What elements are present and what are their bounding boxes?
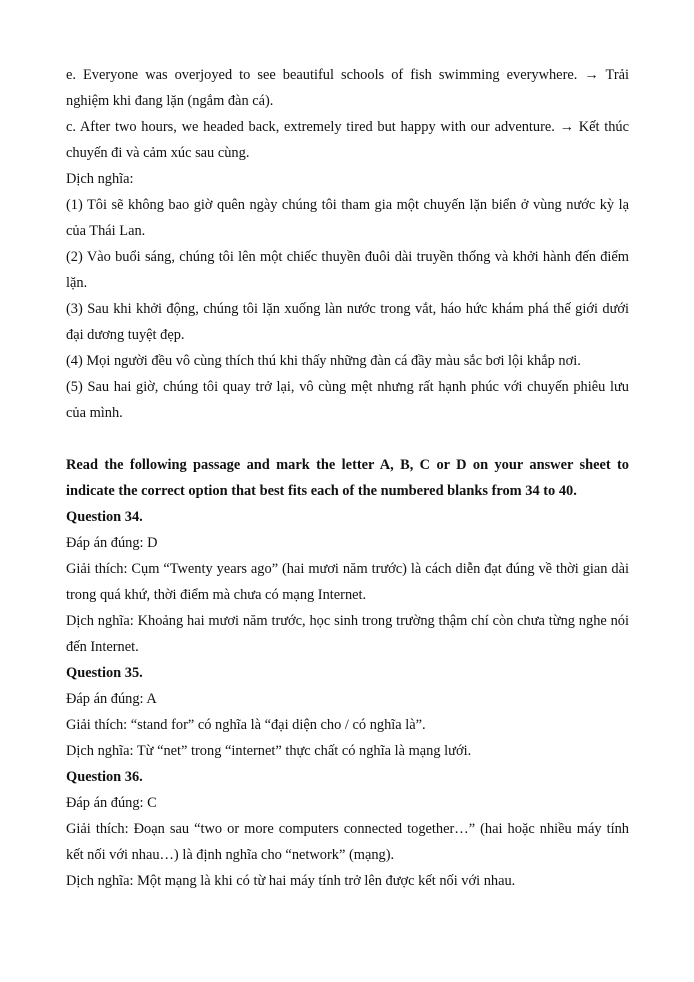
page-content (66, 62, 629, 894)
question-34-explanation: Giải thích: Cụm “Twenty years ago” (hai mươi năm trước) là cách diễn đạt đúng về thời gian dài trong quá khứ, thời điểm mà chưa có mạng Internet. (66, 561, 629, 603)
question-36-title: Question 36. (66, 769, 143, 785)
question-35-title: Question 35. (66, 665, 143, 681)
translation-line-2: (2) Vào buổi sáng, chúng tôi lên một chiếc thuyền đuôi dài truyền thống và khởi hành đến điểm lặn. (66, 249, 629, 291)
translation-line-4: (4) Mọi người đều vô cùng thích thú khi thấy những đàn cá đầy màu sắc bơi lội khắp nơi. (66, 353, 581, 369)
question-35-answer: Đáp án đúng: A (66, 691, 157, 707)
question-36-translation: Dịch nghĩa: Một mạng là khi có từ hai máy tính trở lên được kết nối với nhau. (66, 873, 516, 889)
question-34-title: Question 34. (66, 509, 143, 525)
translation-line-5: (5) Sau hai giờ, chúng tôi quay trở lại, vô cùng mệt nhưng rất hạnh phúc với chuyến phiêu lưu của mình. (66, 379, 629, 421)
question-36-explanation: Giải thích: Đoạn sau “two or more computers connected together…” (hai hoặc nhiều máy tính kết nối với nhau…) là định nghĩa cho “network” (mạng). (66, 821, 629, 863)
translation-line-3: (3) Sau khi khởi động, chúng tôi lặn xuống làn nước trong vắt, háo hức khám phá thế giới dưới đại dương tuyệt đẹp. (66, 301, 629, 343)
sentence-c-line: c. After two hours, we headed back, extremely tired but happy with our adventure. → Kết thúc chuyến đi và cảm xúc sau cùng. (66, 119, 629, 161)
sentence-e-line: e. Everyone was overjoyed to see beautiful schools of fish swimming everywhere. → Trải nghiệm khi đang lặn (ngắm đàn cá). (66, 67, 629, 109)
question-34-translation: Dịch nghĩa: Khoảng hai mươi năm trước, học sinh trong trường thậm chí còn chưa từng nghe nói đến Internet. (66, 613, 629, 655)
question-36-answer: Đáp án đúng: C (66, 795, 157, 811)
section-spacer (66, 426, 629, 452)
question-35-explanation: Giải thích: “stand for” có nghĩa là “đại diện cho / có nghĩa là”. (66, 717, 426, 733)
passage-instruction: Read the following passage and mark the letter A, B, C or D on your answer sheet to indicate the correct option that best fits each of the numbered blanks from 34 to 40. (66, 457, 629, 499)
translation-line-1: (1) Tôi sẽ không bao giờ quên ngày chúng tôi tham gia một chuyến lặn biển ở vùng nước kỳ lạ của Thái Lan. (66, 197, 629, 239)
question-35-translation: Dịch nghĩa: Từ “net” trong “internet” thực chất có nghĩa là mạng lưới. (66, 743, 472, 759)
translation-heading: Dịch nghĩa: (66, 171, 134, 187)
question-34-answer: Đáp án đúng: D (66, 535, 158, 551)
